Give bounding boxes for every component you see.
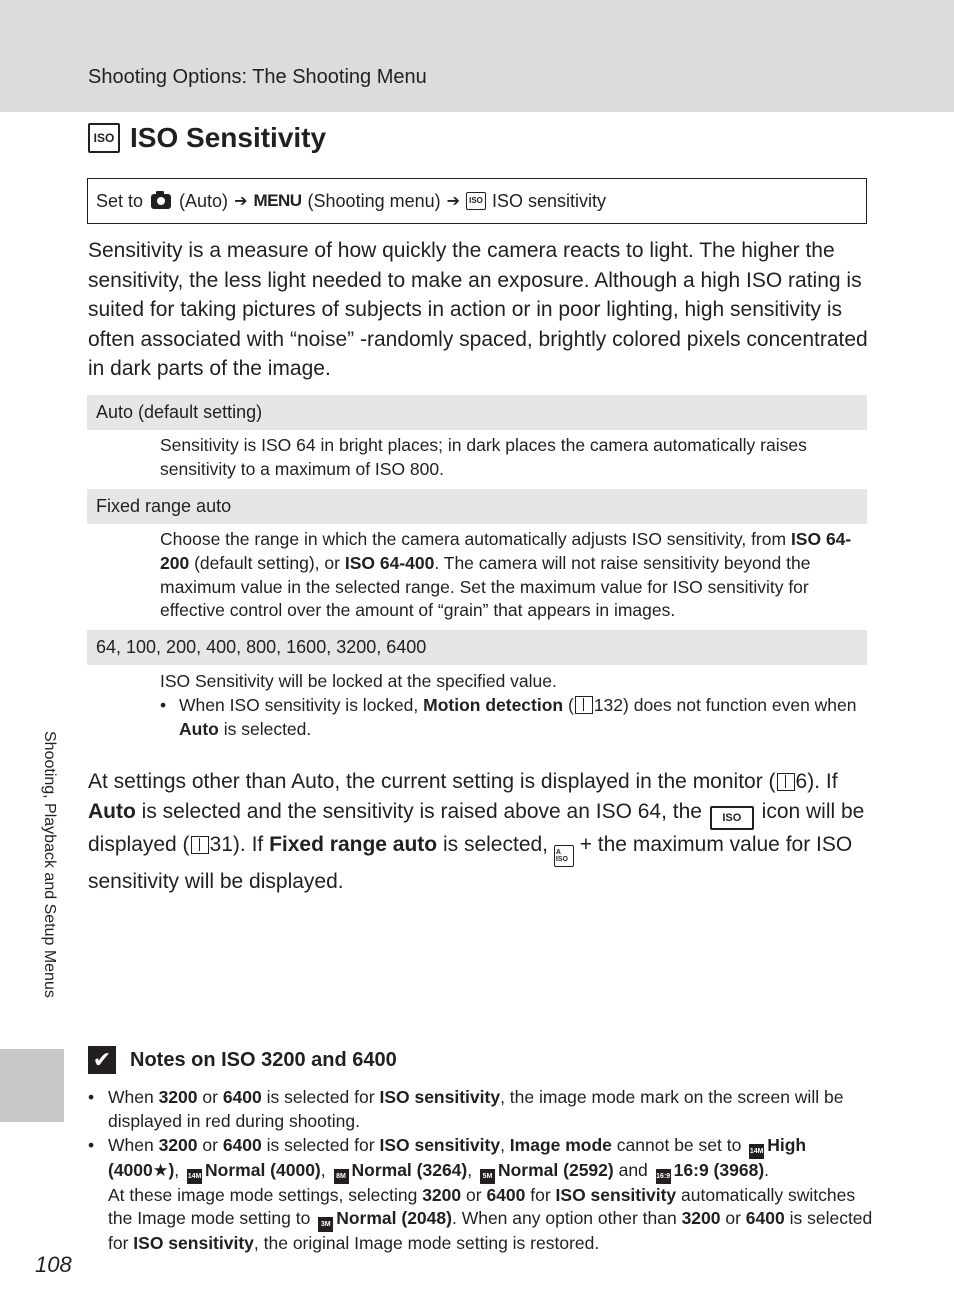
navigation-path [87, 178, 867, 224]
text-run: . When any option other than [451, 1208, 682, 1229]
image-mode-icon: 8M [334, 1169, 349, 1184]
text-run: , the image mode mark on the screen will be displayed in red during shooting. [108, 1087, 844, 1131]
page-title [88, 122, 326, 154]
bold-run: ISO 64-400 [344, 552, 435, 573]
text-run: is selected. [218, 718, 312, 739]
text-run: is selected and the sensitivity is raised above an ISO 64, the [135, 799, 708, 823]
text-run: is selected for [261, 1134, 380, 1155]
text-run: ) does not function even when [623, 694, 857, 715]
iso-icon: ISO [88, 123, 120, 153]
text-run: , [320, 1159, 331, 1180]
nav-shooting-menu: (Shooting menu) [307, 190, 441, 211]
image-mode-icon: 16:9 [656, 1169, 671, 1184]
page-reference: 132 [593, 694, 624, 715]
bold-run: 3200 [158, 1134, 198, 1155]
image-mode-icon: 3M [318, 1217, 333, 1232]
header-title: Shooting Options: The Shooting Menu [88, 66, 427, 88]
nav-iso-sensitivity: ISO sensitivity [492, 190, 607, 211]
arrow-right-icon: ➔ [234, 193, 248, 210]
bold-run: High (4000★) [108, 1134, 807, 1180]
notes-heading [88, 1046, 397, 1074]
option-auto-desc-text: Sensitivity is ISO 64 in bright places; in dark places the camera automatically raises sensitivity to a maximum of ISO 800. [160, 435, 807, 479]
text-run: cannot be set to [611, 1134, 747, 1155]
option-values-desc-text: ISO Sensitivity will be locked at the specified value. [160, 671, 557, 691]
text-run: Choose the range in which the camera automatically adjusts ISO sensitivity, from [160, 529, 791, 549]
text-run: At these image mode settings, selecting [108, 1184, 423, 1205]
page-number: 108 [35, 1252, 72, 1277]
bold-run: ISO sensitivity [379, 1134, 501, 1155]
text-run: or [197, 1087, 223, 1107]
text-run: ( [563, 694, 574, 715]
text-run: , [500, 1134, 510, 1155]
option-fixed-label: Fixed range auto [87, 489, 867, 524]
book-reference-icon [191, 836, 209, 854]
bold-run: 16:9 (3968) [673, 1159, 765, 1180]
bullet: • [88, 1087, 95, 1107]
text-run: When [108, 1087, 159, 1107]
camera-icon [151, 194, 171, 209]
bold-run: 3200 [681, 1208, 721, 1229]
text-run: , the original Image mode setting is restored. [253, 1233, 600, 1254]
bold-run: Normal (2592) [497, 1159, 614, 1180]
text-run: is selected for [261, 1087, 380, 1107]
bold-run: 6400 [222, 1134, 262, 1155]
header-band [0, 0, 954, 112]
bold-run: ISO sensitivity [379, 1087, 501, 1107]
bullet: • [88, 1134, 95, 1155]
bold-run: 6400 [222, 1087, 262, 1107]
bold-run: Normal (4000) [205, 1159, 321, 1180]
text-run: + the maximum value for ISO sensitivity will be displayed. [88, 833, 853, 893]
bold-run: 6400 [745, 1208, 785, 1229]
bullet: • [160, 694, 167, 715]
text-run: or [461, 1184, 487, 1205]
text-run: is selected for [108, 1208, 873, 1254]
bold-run: 3200 [422, 1184, 462, 1205]
option-values-desc [160, 670, 860, 741]
page-reference: 31 [209, 833, 233, 856]
text-run: ). If [232, 833, 270, 856]
text-run: . The camera will not raise sensitivity beyond the maximum value in the selected range. Set the maximum value for ISO sensitivity for effective control over the amount of “grain” that appears in images. [160, 552, 811, 621]
nav-auto: (Auto) [179, 190, 229, 211]
bold-run: Normal (2048) [336, 1208, 452, 1229]
bold-run: ISO sensitivity [133, 1233, 254, 1254]
side-tab-label: Shooting, Playback and Setup Menus [41, 731, 58, 998]
intro-paragraph: Sensitivity is a measure of how quickly the camera reacts to light. The higher the sensitivity, the less light needed to make an exposure. Although a high ISO rating is suited for taking pictures of subjects in action or in poor lighting, high sensitivity is often associated with “noise” -randomly spaced, brightly colored pixels concentrated in dark parts of the image. [88, 239, 868, 380]
bold-run: Motion detection [423, 694, 564, 715]
list-item [88, 1086, 878, 1134]
book-reference-icon [777, 773, 795, 791]
text-run: is selected, [437, 833, 554, 856]
text-run: or [197, 1134, 223, 1155]
monitor-display-paragraph [88, 767, 868, 897]
iso-icon: ISO [710, 806, 754, 830]
bold-run: Auto [88, 799, 136, 823]
text-run: for [525, 1184, 556, 1205]
notes-list [88, 1086, 878, 1256]
page-title-text: ISO Sensitivity [130, 122, 327, 153]
bold-run: Fixed range auto [269, 833, 438, 856]
option-auto-desc [160, 434, 860, 482]
iso-icon: ISO [466, 192, 486, 210]
image-mode-icon: 14M [749, 1144, 764, 1159]
bold-run: ISO 64-200 [160, 529, 852, 573]
menu-icon: MENU [253, 191, 302, 210]
text-run: At settings other than Auto, the current setting is displayed in the monitor ( [88, 770, 776, 793]
text-run: icon will be displayed ( [88, 799, 865, 856]
text-run: When [108, 1134, 159, 1155]
nav-set-to: Set to [96, 190, 144, 211]
text-run: (default setting), or [189, 552, 345, 573]
list-item [160, 694, 860, 742]
list-item [88, 1134, 878, 1257]
image-mode-icon: 5M [480, 1169, 495, 1184]
option-values-label: 64, 100, 200, 400, 800, 1600, 3200, 6400 [87, 630, 867, 665]
book-reference-icon [575, 696, 593, 714]
side-tab [0, 1049, 64, 1122]
text-run: , [467, 1159, 477, 1180]
arrow-right-icon: ➔ [446, 193, 461, 210]
page-reference: 6 [795, 770, 808, 793]
text-run: When ISO sensitivity is locked, [179, 694, 424, 715]
bold-run: Normal (3264) [351, 1159, 468, 1180]
bold-run: Image mode [509, 1134, 612, 1155]
option-auto-label: Auto (default setting) [87, 395, 867, 430]
check-icon: ✔ [88, 1046, 116, 1074]
iso-auto-icon: A ISO [554, 845, 574, 867]
bold-run: ISO sensitivity [555, 1184, 677, 1205]
bold-run: 3200 [158, 1087, 198, 1107]
text-run: . [764, 1159, 770, 1180]
text-run: automatically switches the Image mode setting to [108, 1184, 856, 1229]
text-run: or [720, 1208, 746, 1229]
text-run: ). If [807, 770, 838, 793]
notes-title: Notes on ISO 3200 and 6400 [130, 1048, 397, 1071]
text-run: , [174, 1159, 185, 1180]
image-mode-icon: 14M [187, 1169, 202, 1184]
option-fixed-desc [160, 528, 860, 623]
text-run: and [613, 1159, 653, 1180]
bold-run: 6400 [486, 1184, 526, 1205]
bold-run: Auto [179, 718, 219, 739]
